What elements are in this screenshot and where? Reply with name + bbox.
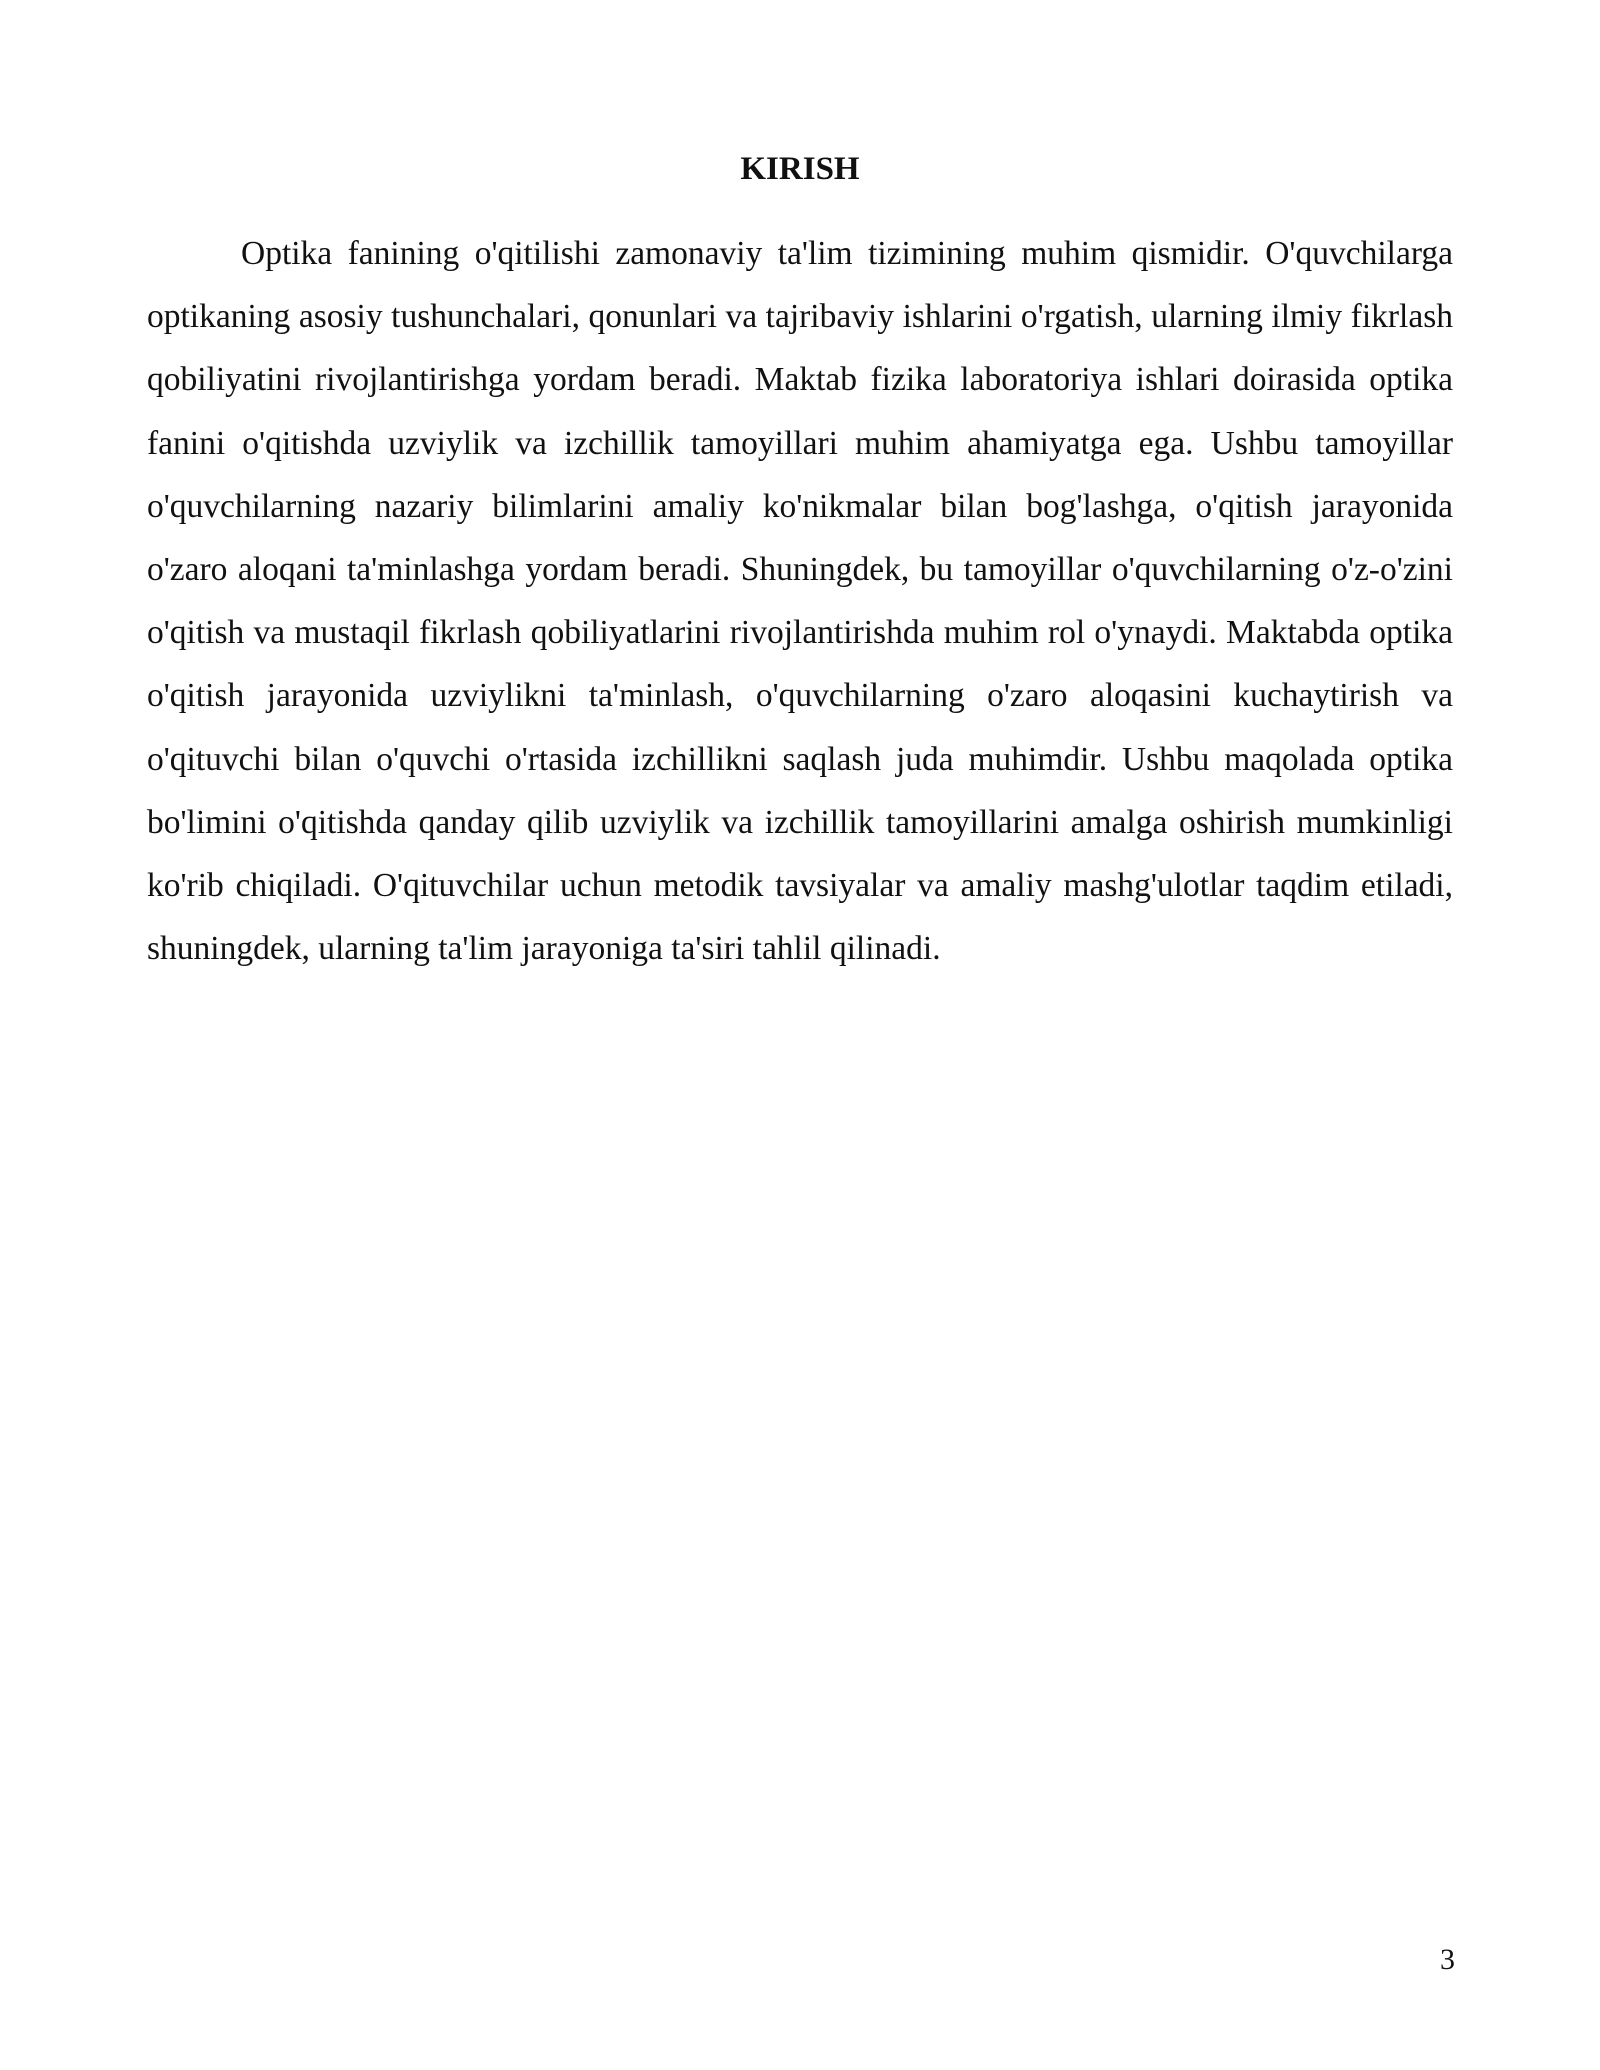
page-number: 3 <box>1440 1943 1455 1976</box>
section-title: KIRISH <box>740 151 860 187</box>
intro-paragraph: Optika fanining o'qitilishi zamonaviy ta'lim tizimining muhim qismidir. O'quvchilarga optikaning asosiy tushunchalari, qonunlari va tajribaviy ishlarini o'rgatish, ularning ilmiy fikrlash qobiliyatini rivojlantirishga yordam beradi. Maktab fizika laboratoriya ishlari doirasida optika fanini o'qitishda uzviylik va izchillik tamoyillari muhim ahamiyatga ega. Ushbu tamoyillar o'quvchilarning nazariy bilimlarini amaliy ko'nikmalar bilan bog'lashga, o'qitish jarayonida o'zaro aloqani ta'minlashga yordam beradi. Shuningdek, bu tamoyillar o'quvchilarning o'z-o'zini o'qitish va mustaqil fikrlash qobiliyatlarini rivojlantirishda muhim rol o'ynaydi. Maktabda optika o'qitish jarayonida uzviylikni ta'minlash, o'quvchilarning o'zaro aloqasini kuchaytirish va o'qituvchi bilan o'quvchi o'rtasida izchillikni saqlash juda muhimdir. Ushbu maqolada optika bo'limini o'qitishda qanday qilib uzviylik va izchillik tamoyillarini amalga oshirish mumkinligi ko'rib chiqiladi. O'qituvchilar uchun metodik tavsiyalar va amaliy mashg'ulotlar taqdim etiladi, shuningdek, ularning ta'lim jarayoniga ta'siri tahlil qilinadi. <box>147 235 1453 968</box>
